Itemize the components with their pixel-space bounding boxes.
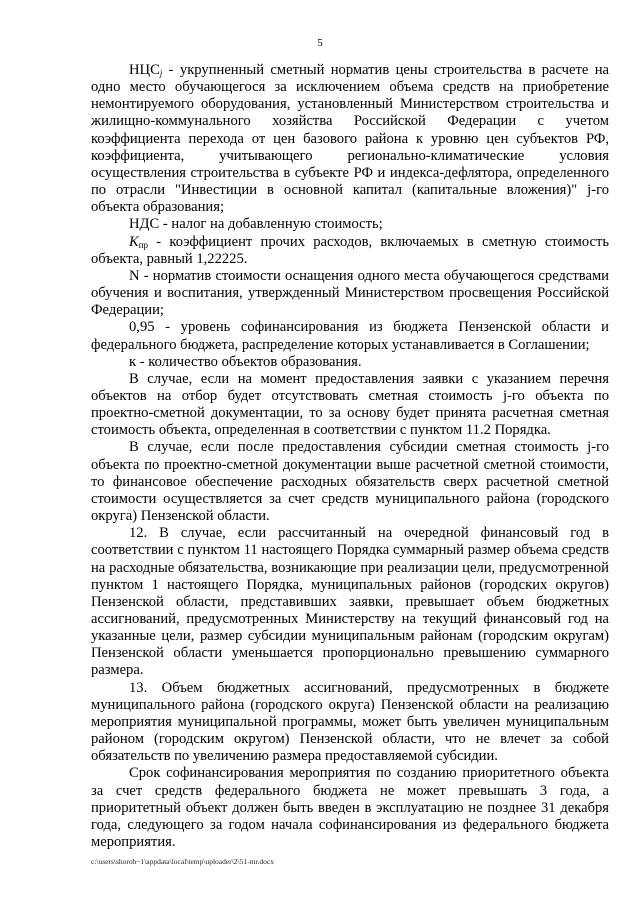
paragraph-kpr-definition xyxy=(91,234,609,268)
paragraph-clause-13: 13. Объем бюджетных ассигнований, предусмотренных в бюджете муниципального района (городского округа) Пензенской области на реализацию мероприятия муниципальной программы, может быть увеличен муниципальным районом (городским округом) Пензенской области, что не влечет за собой обязательств по увеличению размера предоставляемой субсидии. xyxy=(91,679,609,765)
paragraph-k-definition: к - количество объектов образования. xyxy=(129,353,362,370)
kpr-definition-text: - коэффициент прочих расходов, включаемых в сметную стоимость объекта, равный 1,22225. xyxy=(91,233,609,267)
paragraph-clause-12: 12. В случае, если рассчитанный на очередной финансовый год в соответствии с пунктом 11 настоящего Порядка суммарный размер объема средств на расходные обязательства, возникающие при реализации цели, предусмотренной пунктом 1 настоящего Порядка, муниципальных районов (городских округов) Пензенской области, представивших заявки, превышает объем бюджетных ассигнований, предусмотренных Министерству на текущий финансовый год на указанные цели, размер субсидии муниципальным районам (городским округам) Пензенской области уменьшается пропорционально превышению суммарного размера. xyxy=(91,525,609,679)
paragraph-estimate-absent: В случае, если на момент предоставления заявки с указанием перечня объектов на отбор будет отсутствовать сметная стоимость j-го объекта по проектно-сметной документации, то за основу будет принята расчетная сметная стоимость объекта, определенная в соответствии с пунктом 11.2 Порядка. xyxy=(91,370,609,439)
paragraph-cofinancing-level: 0,95 - уровень софинансирования из бюджета Пензенской области и федерального бюджета, распределение которых устанавливается в Соглашении; xyxy=(91,319,609,353)
paragraph-n-definition: N - норматив стоимости оснащения одного места обучающегося средствами обучения и воспитания, утвержденный Министерством просвещения Российской Федерации; xyxy=(91,267,609,319)
ncs-definition-text: - укрупненный сметный норматив цены строительства в расчете на одно место обучающегося за исключением объема средств на приобретение немонтируемого оборудования, установленный Министерством строительства и жилищно-коммунального хозяйства Российской Федерации с учетом коэффициента перехода от цен базового района к уровню цен субъектов РФ, коэффициента, учитывающего регионально-климатические условия осуществления строительства в субъекте РФ и индекса-дефлятора, определенного по отрасли "Инвестиции в основной капитал (капитальные вложения)" j-го объекта образования; xyxy=(91,62,609,216)
footer-file-path: c:\users\shoroh~1\appdata\local\temp\uploader\2\51-mr.docx xyxy=(91,857,274,866)
kpr-subscript: пр xyxy=(138,239,149,250)
document-body xyxy=(91,62,609,851)
paragraph-estimate-higher: В случае, если после предоставления субсидии сметная стоимость j-го объекта по проектно-сметной документации выше расчетной сметной стоимости, то финансовое обеспечение расходных обязательств сверх расчетной сметной стоимости осуществляется за счет средств муниципального района (городского округа) Пензенской области. xyxy=(91,439,609,525)
ncs-symbol: НЦС xyxy=(129,62,160,78)
ncs-subscript: j xyxy=(159,68,163,78)
kpr-symbol: К xyxy=(129,233,139,250)
page-number: 5 xyxy=(317,37,323,49)
paragraph-nds-definition: НДС - налог на добавленную стоимость; xyxy=(129,216,383,233)
paragraph-cofinancing-term: Срок софинансирования мероприятия по созданию приоритетного объекта за счет средств федерального бюджета не может превышать 3 года, а приоритетный объект должен быть введен в эксплуатацию не позднее 31 декабря года, следующего за годом начала софинансирования из федерального бюджета мероприятия. xyxy=(91,765,609,851)
paragraph-ncs-definition xyxy=(91,62,609,216)
